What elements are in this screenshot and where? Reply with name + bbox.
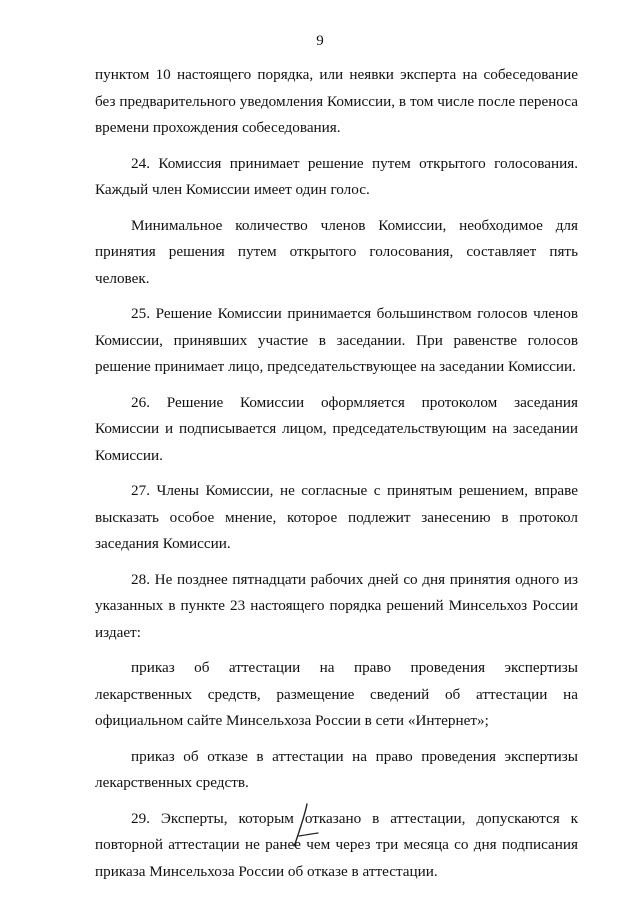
handwritten-signature-icon: [285, 800, 325, 850]
signature-stroke: [294, 804, 307, 846]
paragraph-order-refusal: приказ об отказе в аттестации на право проведения экспертизы лекарственных средств.: [95, 747, 578, 791]
document-body: [95, 62, 578, 894]
paragraph-item-25: 25. Решение Комиссии принимается большинством голосов членов Комиссии, принявших участие в заседании. При равенстве голосов решение принимает лицо, председательствующее на заседании Комиссии.: [95, 305, 578, 375]
signature-tail: [299, 833, 318, 836]
paragraph-item-24: 24. Комиссия принимает решение путем открытого голосования. Каждый член Комиссии имеет один голос.: [95, 154, 578, 198]
paragraph-item-26: 26. Решение Комиссии оформляется протоколом заседания Комиссии и подписывается лицом, председательствующим на заседании Комиссии.: [95, 393, 578, 464]
page-number: 9: [316, 33, 324, 49]
paragraph-min-members: Минимальное количество членов Комиссии, необходимое для принятия решения путем открытого голосования, составляет пять человек.: [95, 216, 578, 287]
paragraph-item-28: 28. Не позднее пятнадцати рабочих дней со дня принятия одного из указанных в пункте 23 настоящего порядка решений Минсельхоз России издает:: [95, 570, 578, 641]
paragraph-order-attestation: приказ об аттестации на право проведения экспертизы лекарственных средств, размещение сведений об аттестации на официальном сайте Минсельхоза России в сети «Интернет»;: [95, 659, 578, 729]
paragraph-item-29: 29. Эксперты, которым отказано в аттестации, допускаются к повторной аттестации не ранее чем через три месяца со дня подписания приказа Минсельхоза России об отказе в аттестации.: [95, 809, 578, 880]
paragraph-item-27: 27. Члены Комиссии, не согласные с принятым решением, вправе высказать особое мнение, которое подлежит занесению в протокол заседания Комиссии.: [95, 482, 578, 552]
paragraph-continuation: пунктом 10 настоящего порядка, или неявки эксперта на собеседование без предварительного уведомления Комиссии, в том числе после переноса времени прохождения собеседования.: [95, 66, 578, 136]
